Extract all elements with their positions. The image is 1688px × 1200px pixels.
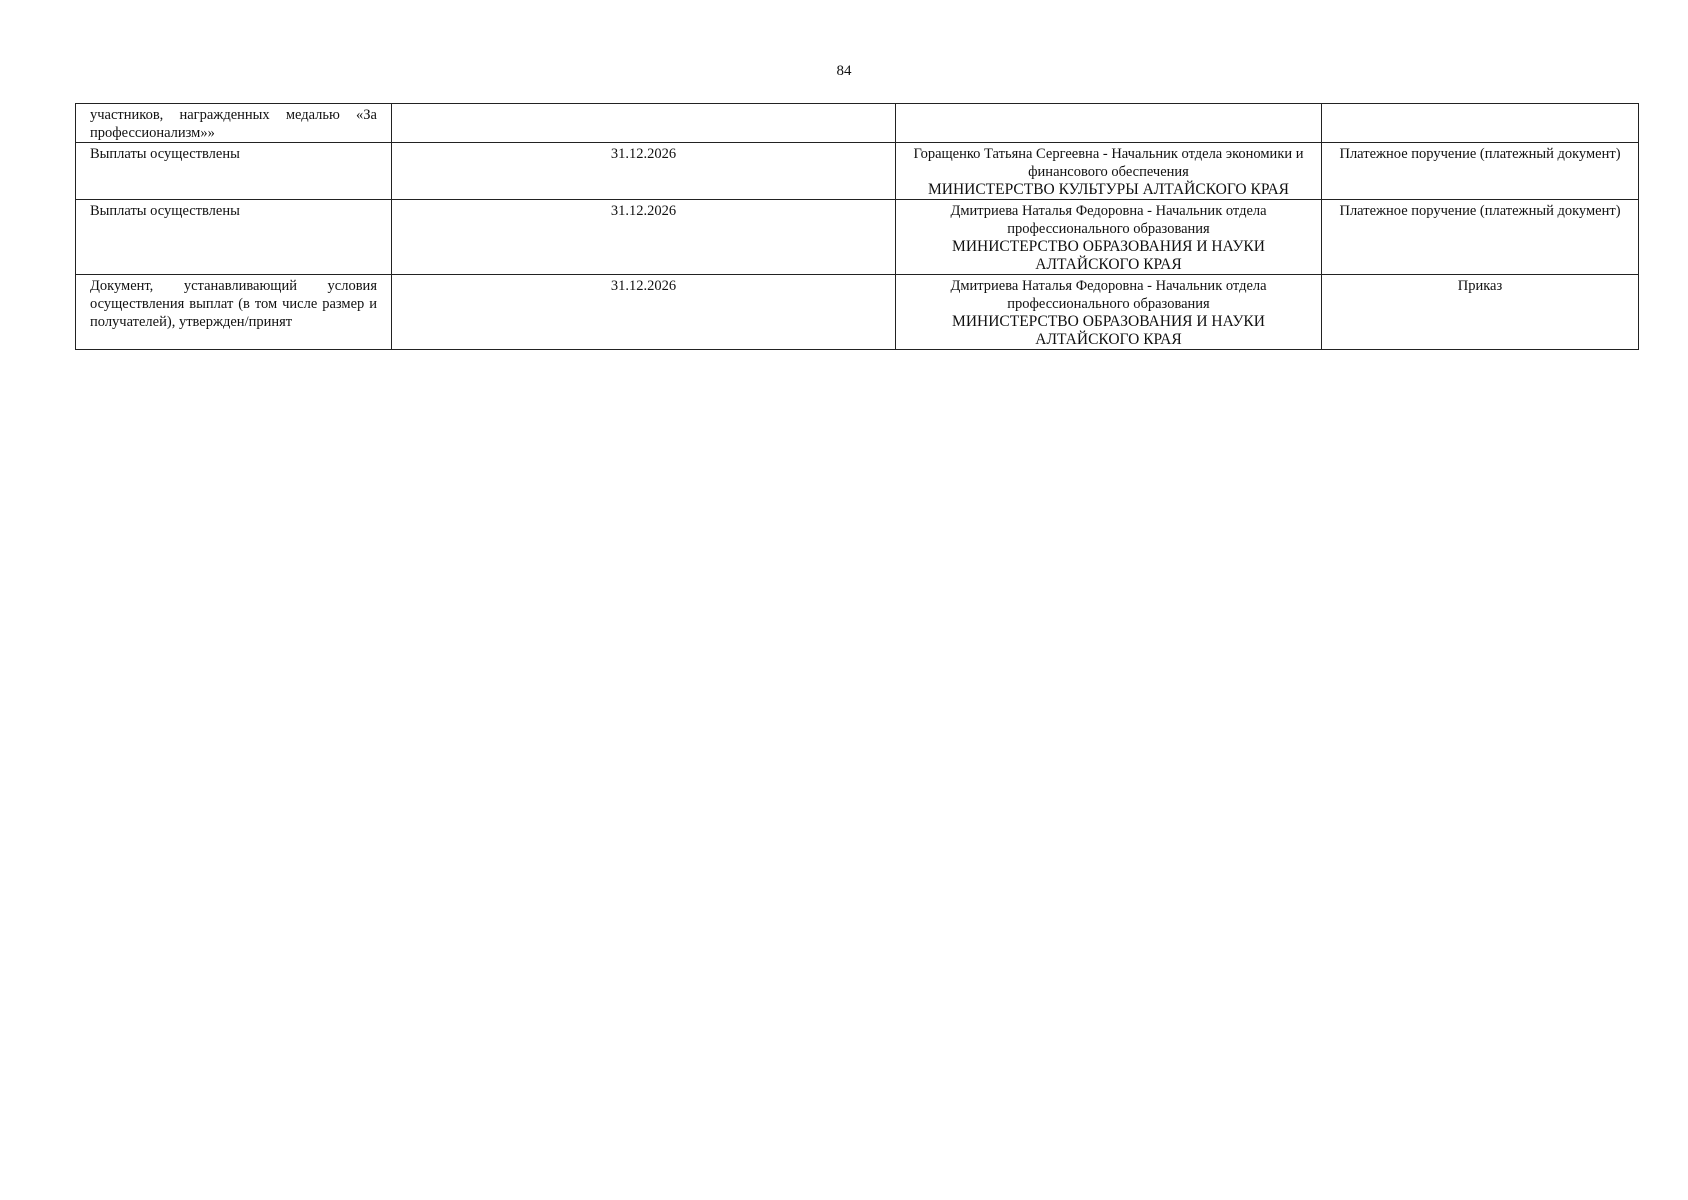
date-cell: 31.12.2026 [392, 200, 896, 275]
responsible-person: Дмитриева Наталья Федоровна - Начальник отдела профессионального образования [950, 278, 1267, 312]
date-cell [392, 104, 896, 143]
results-table [75, 103, 1639, 350]
responsible-organization: МИНИСТЕРСТВО ОБРАЗОВАНИЯ И НАУКИ АЛТАЙСКОГО КРАЯ [952, 238, 1265, 273]
document-cell [1322, 104, 1639, 143]
table-row [76, 200, 1639, 275]
table-row [76, 104, 1639, 143]
date-cell: 31.12.2026 [392, 275, 896, 350]
table-row [76, 143, 1639, 200]
responsible-cell [896, 200, 1322, 275]
result-cell: Выплаты осуществлены [76, 143, 392, 200]
responsible-organization: МИНИСТЕРСТВО КУЛЬТУРЫ АЛТАЙСКОГО КРАЯ [927, 181, 1290, 198]
result-cell: Выплаты осуществлены [76, 200, 392, 275]
result-cell: участников, награжденных медалью «За профессионализм»» [76, 104, 392, 143]
document-cell: Платежное поручение (платежный документ) [1322, 143, 1639, 200]
result-cell: Документ, устанавливающий условия осуществления выплат (в том числе размер и получателей), утвержден/принят [76, 275, 392, 350]
responsible-organization: МИНИСТЕРСТВО ОБРАЗОВАНИЯ И НАУКИ АЛТАЙСКОГО КРАЯ [952, 313, 1265, 348]
responsible-person: Дмитриева Наталья Федоровна - Начальник отдела профессионального образования [950, 203, 1267, 237]
page-number: 84 [836, 63, 852, 79]
table-row [76, 275, 1639, 350]
document-cell: Приказ [1322, 275, 1639, 350]
responsible-person: Горащенко Татьяна Сергеевна - Начальник отдела экономики и финансового обеспечения [913, 146, 1304, 180]
responsible-cell [896, 275, 1322, 350]
date-cell: 31.12.2026 [392, 143, 896, 200]
responsible-cell [896, 104, 1322, 143]
responsible-cell [896, 143, 1322, 200]
document-cell: Платежное поручение (платежный документ) [1322, 200, 1639, 275]
